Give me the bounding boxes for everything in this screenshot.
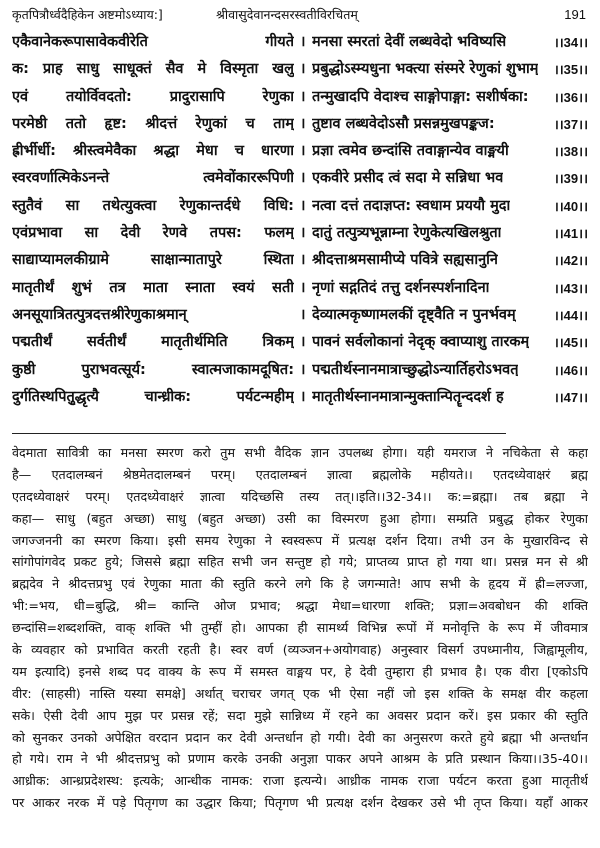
verse-number: ।।47।। [553, 389, 588, 405]
verse-second-half: एकवीरे प्रसीद त्वं सदा मे सन्निधा भव [312, 170, 504, 187]
verse-number: ।।44।। [553, 307, 588, 323]
verse-47 [12, 384, 588, 411]
commentary-line: एतदध्येवाक्षरं परम्। एतदध्येवाक्षरं ज्ञात्वा यदिच्छसि तस्य तत्।।इति।।32-34।। क:=ब्रह्मा। तब ब्रह्मा ने [12, 488, 588, 504]
verse-first-half: परमेष्ठी ततो हृष्ट: श्रीदत्तं रेणुकां च ताम् [12, 115, 294, 132]
verse-number: ।।42।। [553, 253, 588, 269]
commentary-line: हो गये। राम ने भी श्रीदत्तप्रभु को प्रणाम करके उनकी अनुज्ञा पाकर अपने आश्रम के प्रति प्रस्थान किया।।35-40।। [12, 751, 588, 767]
verse-41 [12, 220, 588, 247]
commentary-line: को सुनकर उनको अपेक्षित वरदान प्रदान कर देवी अन्तर्धान हो गयी। देवी का अनुसरण करते हुये ब्रह्मा भी अन्तर्धान [12, 729, 588, 745]
verse-danda: । [300, 34, 306, 50]
commentary-line: है— एतदालम्बनं श्रेष्ठमेतदालम्बनं परम्। एतदालम्बनं ज्ञात्वा ब्रह्मलोके महीयते।। एतदध्येवाक्षरं ब्रह्म [12, 466, 588, 482]
verse-second-half-wrap [312, 84, 588, 111]
verse-second-half: नृणां सद्गतिदं तत्तु दर्शनस्पर्शनादिना [312, 279, 490, 296]
verse-second-half-wrap [312, 56, 588, 83]
verse-second-half: तुष्टाव लब्धवेदोऽसौ प्रसन्नमुखपङ्कज: [312, 115, 495, 132]
verse-second-half-wrap [312, 384, 588, 411]
verse-number: ।।37।। [553, 116, 588, 132]
verse-first-half: स्वरवर्णात्मिकेऽनन्ते त्वमेवोंकाररूपिणी [12, 170, 294, 187]
verse-39 [12, 165, 588, 192]
verse-second-half-wrap [312, 111, 588, 138]
commentary-line: छन्दांसि=शब्दशक्ति, वाक् शक्ति भी तुम्हीं हो। आपका ही सामर्थ्य विभिन्न रूपों में मनोवृत्ति के रूप में जीवमात्र [12, 620, 588, 636]
verse-second-half: देव्यात्मकृष्णामलकीं दृष्ट्वैति न पुनर्भवम् [312, 306, 516, 323]
commentary-line: पर आकर नरक में पड़े पितृगण का उद्धार किया; पितृगण भी प्रत्यक्ष दर्शन देखकर उसे भी तृप्त किया। यहाँ आकर [12, 795, 588, 811]
verse-danda: । [300, 88, 306, 105]
verse-second-half-wrap [312, 165, 588, 192]
verse-danda: । [300, 170, 306, 187]
commentary-line: वेदमाता सावित्री का मनसा स्मरण करो तुम सभी वैदिक ज्ञान उपलब्ध होगा। यही यमराज ने नचिकेता से कहा [12, 445, 588, 460]
commentary-line: ब्रह्मदेव ने श्रीदत्तप्रभु एवं रेणुका माता की स्तुति करने लगे कि हे जगन्माते! आप सभी के हृदय में ह्री=लज्जा, [12, 576, 588, 592]
commentary-line: सके। ऐसी देवी आप मुझ पर प्रसन्न रहें; सदा मुझे सान्निध्य में रहने का अवसर प्रदान करें। इस प्रकार की स्तुति [12, 707, 588, 723]
verse-danda: । [300, 361, 306, 378]
verse-second-half: श्रीदत्ताश्रमसामीप्ये पवित्रे सह्यसानुनि [312, 252, 498, 269]
verse-second-half: प्रबुद्धोऽस्म्यधुना भक्त्या संस्मरे रेणुकां शुभाम् [312, 61, 539, 78]
verse-second-half-wrap [312, 138, 588, 165]
verse-number: ।।45।। [553, 335, 588, 351]
commentary-line: के व्यवहार को प्रभावित करती रहती है। स्वर वर्ण (व्यञ्जन+अयोगवाह) अनुस्वार विसर्ग उपध्मानीय, जिह्वामूलीय, [12, 642, 588, 658]
verse-first-half: एवंप्रभावा सा देवी रेणवे तपस: फलम् [12, 225, 294, 242]
verse-number: ।।34।। [553, 35, 588, 50]
verse-number: ।।40।। [553, 198, 588, 214]
verse-first-half: ह्रीर्भीर्धी: श्रीस्त्वमेवैका श्रद्धा मेधा च धारणा [12, 143, 294, 160]
verse-second-half: प्रज्ञा त्वमेव छन्दांसि तवाङ्गान्येव वाङ्मयी [312, 143, 509, 160]
commentary-line: यम इत्यादि) इनसे शब्द पद वाक्य के रूप में समस्त वाङ्मय पर, हे देवी तुम्हारा ही प्रभाव है। एक वीरा [एकोऽपि [12, 663, 588, 679]
verse-46 [12, 357, 588, 384]
verse-danda: । [300, 143, 306, 160]
verse-danda: । [300, 61, 306, 78]
verse-number: ।।36।। [553, 89, 588, 105]
page-number: 191 [564, 7, 586, 22]
commentary-line: भी:=भय, धी=बुद्धि, श्री= कान्ति ओज प्रभाव; श्रद्धा मेधा=धारणा शक्ति; प्रज्ञा=अवबोधन की शक्ति [12, 598, 588, 614]
verse-second-half-wrap [312, 29, 588, 56]
verse-danda: । [300, 115, 306, 132]
verse-second-half: तन्मुखादपि वेदाश्च साङ्गोपाङ्गा: सशीर्षका: [312, 88, 529, 105]
verse-first-half: दुर्गतिस्थपितृुद्धृत्यै चान्ध्रीक: पर्यटन्महीम् [12, 388, 294, 405]
verse-second-half: नत्वा दत्तं तदाज्ञप्त: स्वधाम प्रययौ मुदा [312, 197, 511, 214]
verse-number: ।।39।। [553, 171, 588, 187]
verse-second-half: मनसा स्मरतां देवीं लब्धवेदो भविष्यसि [312, 34, 507, 50]
verse-second-half-wrap [312, 275, 588, 302]
verse-danda: । [300, 334, 306, 351]
commentary-line: जगज्जननी का स्मरण किया। इसी समय रेणुका ने स्वस्वरूप में प्रत्यक्ष दर्शन दिया। तभी उन के मुखारविन्द से [12, 532, 588, 548]
verse-44 [12, 302, 588, 329]
verse-second-half: दातुं तत्पुत्र्यभून्नाम्ना रेणुकेत्यखिलश्रुता [312, 225, 502, 242]
verse-second-half-wrap [312, 193, 588, 220]
verse-danda: । [300, 388, 306, 405]
chapter-title: कृतपित्रौर्ध्वदैहिकेन अष्टमोऽध्याय:] [12, 7, 163, 22]
verse-43 [12, 275, 588, 302]
verse-block [12, 29, 588, 411]
verse-first-half: कुष्ठी पुराभवत्सूर्य: स्वात्मजाकामदूषित: [12, 361, 294, 378]
commentary-line: वीर: (साहसी) नास्ति यस्या समक्षे] अर्थात् चराचर जगत् एक भी ऐसा नहीं जो इस शक्ति के समक्ष वीर कहला [12, 685, 588, 701]
verse-second-half-wrap [312, 302, 588, 329]
verse-danda: । [300, 197, 306, 214]
verse-first-half: स्तुतैवं सा तथेत्युक्त्वा रेणुकान्तर्दधे विधि: [12, 197, 294, 214]
verse-first-half: एवं तयोर्विवदतो: प्रादुरासापि रेणुका [12, 88, 294, 105]
verse-45 [12, 329, 588, 356]
verse-danda: । [300, 225, 306, 242]
commentary-block [12, 442, 588, 814]
verse-number: ।।43।। [553, 280, 588, 296]
verse-number: ।।38।। [553, 144, 588, 160]
commentary-line: कहा— साधु (बहुत अच्छा) साधु (बहुत अच्छा) उसी का विस्मरण हुआ होगा। सम्प्रति प्रबुद्ध होकर रेणुका [12, 510, 588, 526]
verse-38 [12, 138, 588, 165]
verse-danda: । [300, 306, 306, 323]
verse-number: ।।46।। [553, 362, 588, 378]
verse-42 [12, 247, 588, 274]
commentary-line: आध्रीक: आन्ध्रप्रदेशस्थ: इत्यके; आन्धीक नामक: राजा इत्यन्ये। आध्रीक नामक राजा पर्यटन करता हुआ मातृतीर्थ [12, 773, 588, 789]
commentary-line: सांगोपांगवेद प्रकट हुये; जिससे ब्रह्मा सहित सभी जन सन्तुष्ट हो गये; प्राप्तव्य प्राप्त हो गया था। प्रसन्न मन से श्री [12, 554, 588, 570]
verse-first-half: मातृतीर्थं शुभं तत्र माता स्नाता स्वयं सती [12, 279, 294, 296]
verse-first-half: साद्याप्यामलकीग्रामे साक्षान्मातापुरे स्थिता [12, 252, 294, 269]
verse-34 [12, 29, 588, 56]
verse-second-half-wrap [312, 247, 588, 274]
section-divider [12, 433, 506, 434]
verse-second-half: मातृतीर्थस्नानमात्रान्मुक्तान्पितॄन्ददर्श ह [312, 388, 504, 405]
verse-danda: । [300, 252, 306, 269]
verse-number: ।।35।। [553, 62, 588, 78]
book-title: श्रीवासुदेवानन्दसरस्वतीविरचितम् [216, 7, 358, 22]
running-header [12, 4, 586, 26]
verse-second-half-wrap [312, 357, 588, 384]
verse-first-half: अनसूयात्रितत्पुत्रदत्तश्रीरेणुकाश्रमान् [12, 306, 187, 323]
verse-37 [12, 111, 588, 138]
verse-first-half: क: प्राह साधु साधूक्तं सैव मे विस्मृता खलु [12, 61, 294, 78]
verse-danda: । [300, 279, 306, 296]
verse-number: ।।41।। [553, 226, 588, 242]
verse-second-half: पावनं सर्वलोकानां नेदृक् क्वाप्याशु तारकम् [312, 334, 530, 351]
verse-40 [12, 193, 588, 220]
verse-second-half-wrap [312, 329, 588, 356]
verse-36 [12, 84, 588, 111]
verse-second-half-wrap [312, 220, 588, 247]
verse-second-half: पद्मतीर्थस्नानमात्राच्छुद्धोऽन्यार्तिहरोऽभवत् [312, 361, 519, 378]
verse-35 [12, 56, 588, 83]
verse-first-half: पद्मतीर्थं सर्वतीर्थं मातृतीर्थमिति त्रिकम् [12, 334, 294, 351]
verse-first-half: एकैवानेकरूपासावेकवीरेति गीयते [12, 34, 294, 50]
